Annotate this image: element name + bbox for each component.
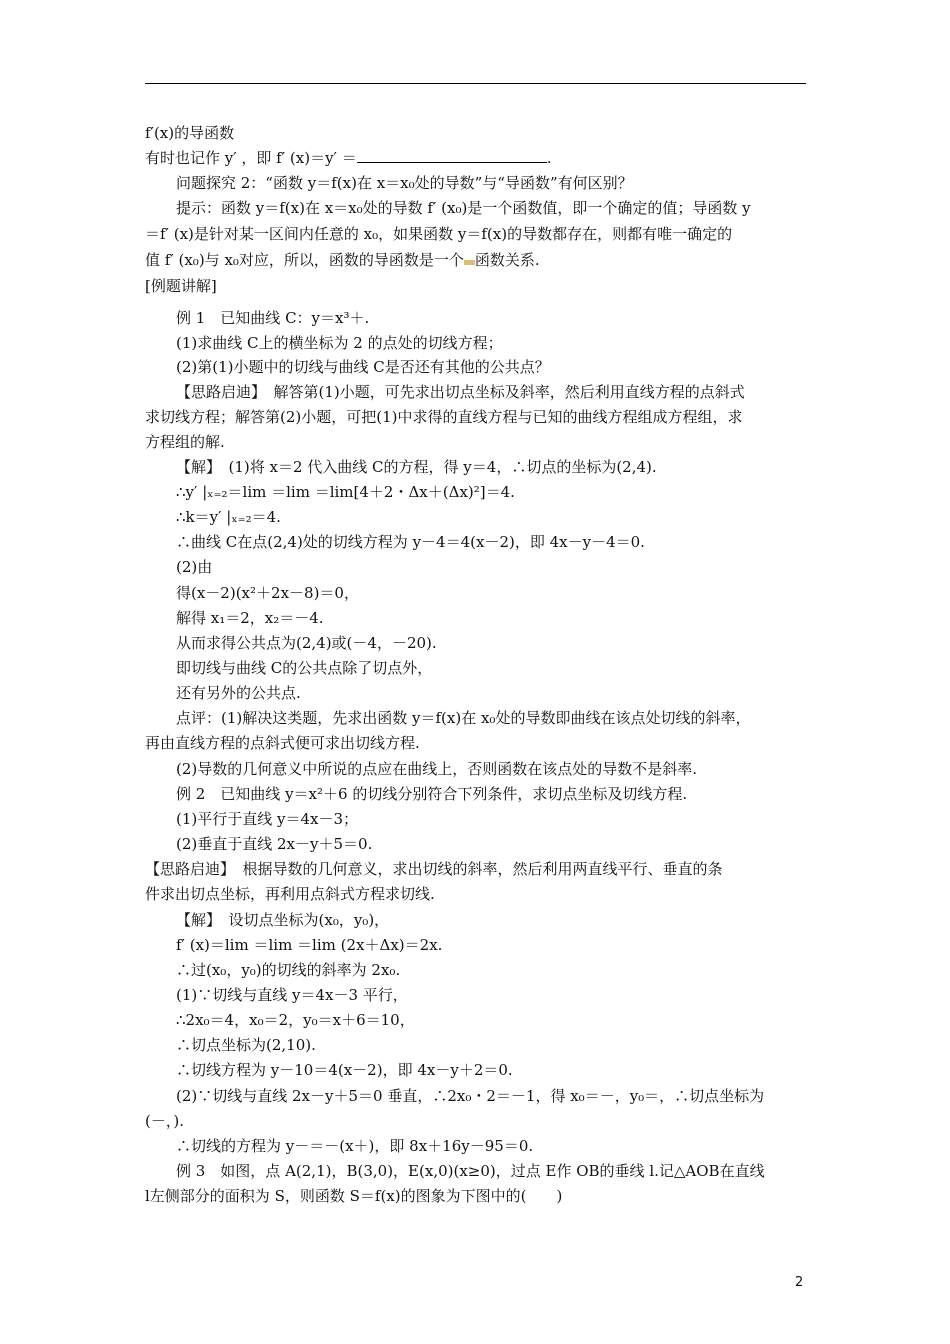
- text-line: ∴切线方程为 y－10＝4(x－2)，即 4x－y＋2＝0.: [176, 1061, 513, 1079]
- text-line: 【思路启迪】 根据导数的几何意义，求出切线的斜率，然后利用两直线平行、垂直的条: [145, 860, 723, 878]
- text-line: (2)垂直于直线 2x－y＋5＝0.: [176, 835, 373, 853]
- text-line: 再由直线方程的点斜式便可求出切线方程.: [145, 734, 420, 752]
- text-line: 解得 x₁＝2，x₂＝－4.: [176, 609, 324, 627]
- text-line: ∴曲线 C在点(2,4)处的切线方程为 y－4＝4(x－2)，即 4x－y－4＝0.: [176, 533, 645, 551]
- text-line: (2)第(1)小题中的切线与曲线 C是否还有其他的公共点？: [176, 358, 550, 376]
- section-heading: [例题讲解]: [145, 277, 217, 295]
- text-line: 例 2 已知曲线 y＝x²＋6 的切线分别符合下列条件，求切点坐标及切线方程.: [176, 785, 688, 803]
- text-line: (1)∵切线与直线 y＝4x－3 平行，: [176, 986, 408, 1004]
- text-line: 件求出切点坐标，再利用点斜式方程求切线.: [145, 885, 435, 903]
- text-line: ＝f′ (x)是针对某一区间内任意的 x₀，如果函数 y＝f(x)的导数都存在，则都有唯一确定的: [145, 225, 733, 243]
- text-line: ∴2x₀＝4，x₀＝2，y₀＝x＋6＝10，: [176, 1011, 415, 1029]
- text-line: 【解】 设切点坐标为(x₀，y₀)，: [176, 911, 390, 929]
- text-line: 即切线与曲线 C的公共点除了切点外，: [176, 659, 433, 677]
- header-rule: [145, 83, 806, 84]
- text-line: (2)∵切线与直线 2x－y＋5＝0 垂直，∴2x₀・2＝－1，得 x₀＝－，y₀＝，∴切点坐标为: [176, 1087, 765, 1105]
- text-line: ∴k＝y′ |ₓ₌₂＝4.: [176, 508, 281, 526]
- text-line: 例 1 已知曲线 C：y＝x³＋.: [176, 309, 370, 327]
- text-line: 点评：(1)解决这类题，先求出函数 y＝f(x)在 x₀处的导数即曲线在该点处切线的斜率，: [176, 709, 751, 727]
- text-line: 例 3 如图，点 A(2,1)，B(3,0)，E(x,0)(x≥0)，过点 E作 OB的垂线 l.记△AOB在直线: [176, 1162, 765, 1180]
- text-line: 得(x－2)(x²＋2x－8)＝0，: [176, 584, 359, 602]
- text-line: (2)由: [176, 558, 213, 576]
- text-line: 【解】 (1)将 x＝2 代入曲线 C的方程，得 y＝4，∴切点的坐标为(2,4).: [176, 458, 657, 476]
- text-line: (－，).: [145, 1112, 184, 1130]
- text-line: 值 f′ (x₀)与 x₀对应，所以，函数的导函数是一个 函数关系.: [145, 251, 540, 269]
- text-line: ∴y′ |ₓ₌₂＝lim ＝lim ＝lim[4＋2・Δx＋(Δx)²]＝4.: [176, 483, 515, 501]
- text-line: 提示：函数 y＝f(x)在 x＝x₀处的导数 f′ (x₀)是一个函数值，即一个确定的值；导函数 y: [176, 199, 751, 217]
- text-line: 从而求得公共点为(2,4)或(－4，－20).: [176, 634, 437, 652]
- text-line: ∴切线的方程为 y－＝－(x＋)，即 8x＋16y－95＝0.: [176, 1137, 534, 1155]
- text-line: f′ (x)＝lim ＝lim ＝lim (2x＋Δx)＝2x.: [176, 936, 443, 954]
- highlight-mark: [464, 260, 475, 265]
- text-line: f′(x)的导函数: [145, 124, 235, 142]
- text-line: (1)平行于直线 y＝4x－3；: [176, 810, 359, 828]
- text-line: ∴切点坐标为(2,10).: [176, 1036, 316, 1054]
- text-line: 方程组的解.: [145, 433, 225, 451]
- text-line: 还有另外的公共点.: [176, 684, 301, 702]
- text-line: ∴过(x₀，y₀)的切线的斜率为 2x₀.: [176, 961, 401, 979]
- text-line: (2)导数的几何意义中所说的点应在曲线上，否则函数在该点处的导数不是斜率.: [176, 760, 698, 778]
- text-line: 求切线方程；解答第(2)小题，可把(1)中求得的直线方程与已知的曲线方程组成方程组，求: [145, 408, 743, 426]
- text-line: (1)求曲线 C上的横坐标为 2 的点处的切线方程；: [176, 334, 503, 352]
- text-line: 【思路启迪】 解答第(1)小题，可先求出切点坐标及斜率，然后利用直线方程的点斜式: [176, 383, 745, 401]
- text-line: 有时也记作 y′ ，即 f′ (x)＝y′ ＝ .: [145, 149, 552, 167]
- text-line: l左侧部分的面积为 S，则函数 S＝f(x)的图象为下图中的( ): [145, 1187, 563, 1205]
- page-number: 2: [795, 1275, 804, 1290]
- text-line: 问题探究 2：“函数 y＝f(x)在 x＝x₀处的导数”与“导函数”有何区别？: [176, 174, 633, 192]
- answer-blank: [357, 148, 547, 163]
